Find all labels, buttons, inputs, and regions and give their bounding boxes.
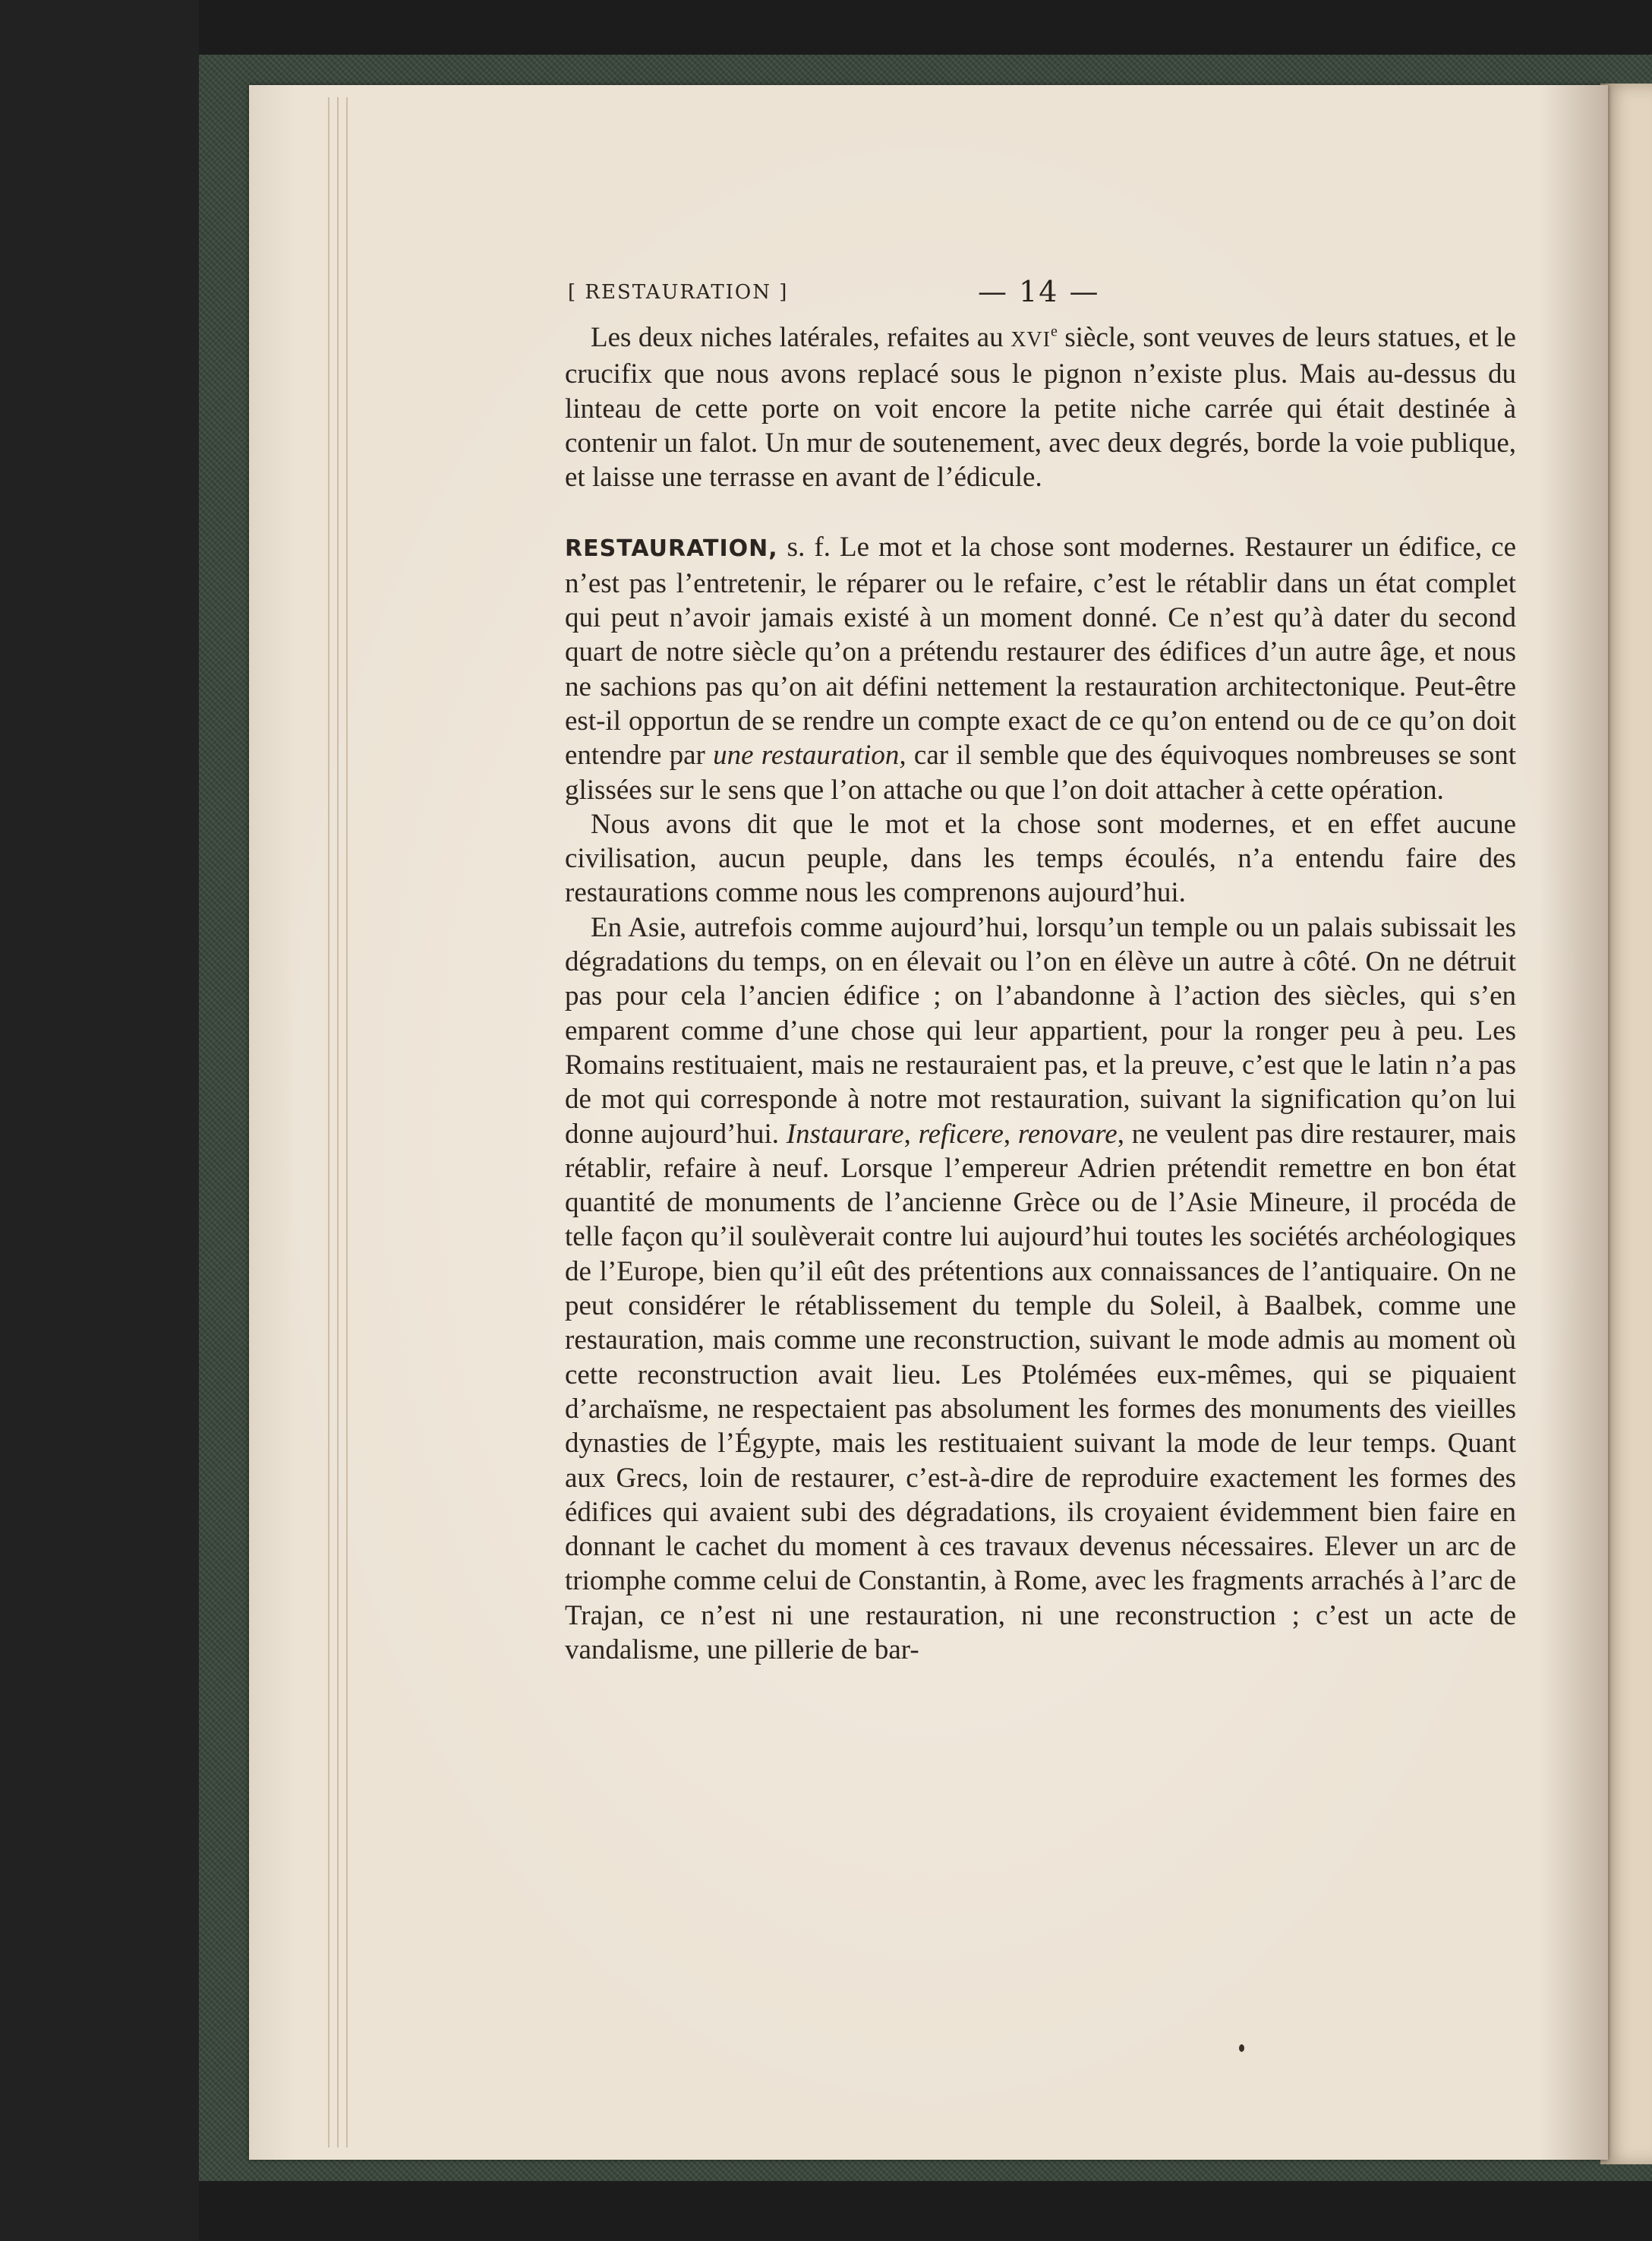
section-label: [ RESTAURATION ]: [568, 281, 789, 304]
italic-term: renovare: [1017, 1118, 1118, 1150]
paragraph: [565, 911, 1516, 1668]
running-head: [568, 275, 1513, 320]
page-number: — 14 —: [978, 275, 1100, 308]
century-numeral: XVI: [1010, 328, 1051, 352]
entry-headword: RESTAURATION,: [565, 535, 778, 563]
facing-page-edge: [1600, 84, 1652, 2164]
text-run: , ne veulent pas dire restaurer, mais rétablir, refaire à neuf. Lorsque l’empereur Adrien prétendit remettre en bon état quantité de monuments de l’ancienne Grèce ou de l’Asie Mineure, il procéda de telle façon qu’il soulèverait contre lui aujourd’hui toutes les sociétés archéologiques de l’Europe, bien qu’il eût des prétentions aux connaissances de l’antiquaire. On ne peut considérer le rétablissement du temple du Soleil, à Baalbek, comme une restauration, mais comme une reconstruction, suivant le mode admis au moment où cette reconstruction avait lieu. Les Ptolémées eux-mêmes, qui se piquaient d’archaïsme, ne respectaient pas absolument les formes des monuments des vieilles dynasties de l’Égypte, mais les restituaient suivant la mode de leur temps. Quant aux Grecs, loin de restaurer, c’est-à-dire de reproduire exactement les formes des édifices qui avaient subi des dégradations, ils croyaient évidemment bien faire en donnant le cachet du moment à ces travaux devenus nécessaires. Elever un arc de triomphe comme celui de Constantin, à Rome, avec les fragments arrachés à l’arc de Trajan, ce n’est ni une restauration, ni une reconstruction ; c’est un acte de vandalisme, une pillerie de bar-: [565, 1118, 1517, 1665]
ink-spot: [1239, 2044, 1244, 2052]
italic-term: reficere: [918, 1118, 1004, 1150]
dictionary-entry: [565, 530, 1516, 806]
text-run: ,: [1003, 1118, 1018, 1150]
italic-term: Instaurare: [786, 1118, 904, 1150]
body-text: [565, 320, 1516, 1667]
paragraph: Nous avons dit que le mot et la chose sont modernes, et en effet aucune civilisation, aucun peuple, dans les temps écoulés, n’a entendu faire des restaurations comme nous les comprenons aujourd’hui.: [565, 808, 1516, 909]
paragraph: [565, 320, 1516, 494]
page-stack-line: [328, 97, 329, 2148]
superscript: e: [1050, 323, 1058, 340]
text-run: car il semble que des équivoques nombreuses se sont glissées sur le sens que l’on attache ou que l’on doit attacher à cette opération.: [565, 740, 1516, 806]
text-run: Les deux niches latérales, refaites au: [591, 322, 1011, 353]
text-run: s. f. Le mot et la chose sont modernes. Restaurer un édifice, ce n’est pas l’entretenir, le réparer ou le refaire, c’est le rétablir dans un état complet qui peut n’avoir jamais existé à un moment donné. Ce n’est qu’à dater du second quart de notre siècle qu’on a prétendu restaurer des édifices d’un autre âge, et nous ne sachions pas qu’on ait défini nettement la restauration architectonique. Peut-être est-il opportun de se rendre un compte exact de ce qu’on entend ou de ce qu’on doit entendre par: [565, 532, 1516, 772]
background-shadow: [0, 0, 199, 2241]
text-run: En Asie, autrefois comme aujourd’hui, lorsqu’un temple ou un palais subissait les dégradations du temps, on en élevait ou l’on en élève un autre à côté. On ne détruit pas pour cela l’ancien édifice ; on l’abandonne à l’action des siècles, qui s’en emparent comme d’une chose qui leur appartient, pour la ronger peu à peu. Les Romains restituaient, mais ne restauraient pas, et la preuve, c’est que le latin n’a pas de mot qui corresponde à notre mot restauration, suivant la signification qu’on lui donne aujourd’hui.: [565, 911, 1516, 1150]
page-stack-line: [346, 97, 348, 2148]
text-run: siècle, sont veuves de leurs statues, et le crucifix que nous avons replacé sous le pignon n’existe plus. Mais au-dessus du linteau de cette porte on voit encore la petite niche carrée qui était destinée à contenir un falot. Un mur de soutenement, avec deux degrés, borde la voie publique, et laisse une terrasse en avant de l’édicule.: [565, 322, 1516, 494]
text-run: ,: [903, 1118, 919, 1150]
italic-term: une restauration,: [713, 740, 906, 772]
page-stack-line: [337, 97, 339, 2148]
